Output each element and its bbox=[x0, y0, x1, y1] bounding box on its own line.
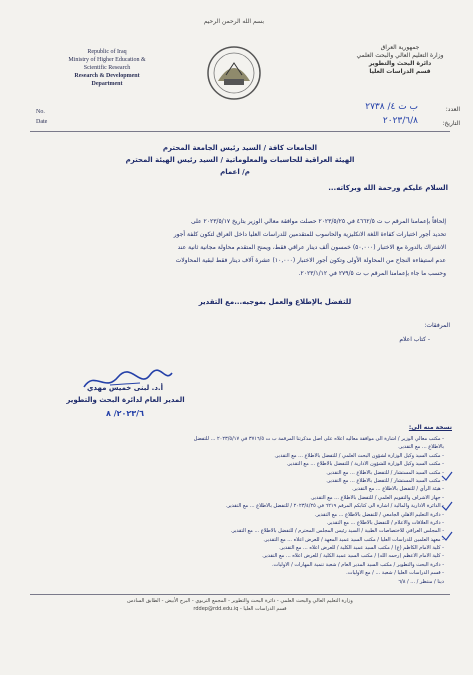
copy-item-15: - كلية الامام الاعظم (رحمه الله) / مكتب السيد عميد الكلية / للعرض اعلاه ... مع التقدير. bbox=[262, 553, 444, 560]
copy-item-14: - كلية الامام الكاظم (ع) / مكتب السيد عميد الكلية / للعرض اعلاه ... مع التقدير. bbox=[279, 545, 444, 552]
english-header-line-2: Ministry of Higher Education & bbox=[68, 57, 146, 63]
date-label: Date bbox=[36, 119, 48, 125]
ref-label: العدد: bbox=[445, 106, 460, 113]
copy-item-7: - هيئة الرأي / للتفضل بالاطلاع ... مع التقدير. bbox=[352, 486, 444, 493]
copy-item-9: - الدائرة الادارية والمالية / اشارة الى كتابكم المرقم ٦٢١٩ في ٢٠٢٣/٤/٢٥ / للتفضل بالاطلاع ... مع التقدير. bbox=[225, 503, 444, 510]
date-label-arabic: التاريخ: bbox=[442, 120, 460, 127]
arabic-header-line-4: قسم الدراسات العليا bbox=[369, 68, 431, 75]
ref-number: ب ت ٤/ ٢٧٣٨ bbox=[365, 102, 418, 112]
copy-item-18: دينا / منتظر / ... / ٦/٨ bbox=[398, 578, 444, 585]
body-paragraph bbox=[34, 218, 446, 283]
body-line-4: عدم استيفاءه النجاح من المحاولة الأولى وتكون أجور الاختبار (١٠,٠٠٠) عشرة آلاف دينار فقط لبقية المحاولات bbox=[175, 257, 446, 264]
arabic-header-line-2: وزارة التعليم العالي والبحث العلمي bbox=[356, 52, 444, 59]
english-header-line-1: Republic of Iraq bbox=[87, 49, 127, 55]
copy-item-5: - مكتب السيد المستشار / للتفضل بالاطلاع ... مع التقدير. bbox=[326, 469, 444, 476]
arabic-header bbox=[340, 44, 460, 76]
signature-date: ٢٠٢٣/٦/ ٨ bbox=[106, 409, 144, 418]
english-header-line-3: Scientific Research bbox=[83, 65, 131, 71]
footer-line-1: وزارة التعليم العالي والبحث العلمي - دائرة البحث والتطوير - المجمع التربوي - البرج الأبيض - الطابق السادس bbox=[127, 598, 353, 604]
arabic-header-line-3: دائرة البحث والتطوير bbox=[368, 60, 432, 67]
copy-to-label: نسخة منه الى: bbox=[408, 424, 452, 431]
body-line-5: وحسب ما جاء بإعمامنا المرقم ب ت ٢٧٩/٥ في ٢٠٢٣/١/١٢. bbox=[298, 270, 446, 277]
attachments-item: - كتاب اعلام bbox=[399, 336, 430, 343]
handwritten-tick-marks-icon bbox=[440, 470, 454, 550]
subject: م/ اعمام bbox=[220, 168, 250, 176]
body-line-3: الاشتراك بالدورة مع الاختبار (٥٠,٠٠٠) خمسون ألف دينار عراقي فقط، ويمنح المتقدم محاولة مجانية ثانية عند bbox=[177, 244, 446, 251]
basmala: بسم الله الرحمن الرحيم bbox=[203, 18, 264, 25]
signatory-name: أ.د. لبنى خميس مهدي bbox=[87, 384, 163, 392]
copy-item-16: - دائرة البحث والتطوير / مكتب السيد المدير العام / شعبة تنمية المهارات / الاوليات. bbox=[271, 561, 444, 568]
english-header-line-4: Research & Development bbox=[74, 73, 140, 79]
body-line-1: إلحاقاً بإعمامنا المرقم ب ت ٤٦٦٢/٥ في ٢٠٢٣/٥/٢٥ حصلت موافقة معالي الوزير بتاريخ ٢٠٢٣/٥/١٧ على bbox=[191, 218, 446, 225]
english-header bbox=[52, 48, 162, 88]
attachments-label: المرفقات: bbox=[424, 322, 450, 329]
body-line-2: تحديد أجور اختبارات كفاءة اللغة الانكليزية والحاسوب للمتقدمين للدراسات العليا داخل العراق لتكون كلفة أجور bbox=[173, 231, 446, 238]
addressee-2: الهيئة العراقية للحاسبات والمعلوماتية / السيد رئيس الهيئة المحترم bbox=[125, 156, 355, 164]
addressee-1: الجامعات كافة / السيد رئيس الجامعة المحترم bbox=[162, 144, 318, 152]
footer-line-2: قسم الدراسات العليا - rddep@rdd.edu.iq bbox=[193, 606, 287, 612]
copy-to-list bbox=[34, 436, 444, 587]
copy-item-3: - مكتب السيد وكيل الوزارة لشؤون البحث العلمي / للتفضل بالاطلاع ... مع التقدير. bbox=[274, 452, 444, 459]
date-value: ٢٠٢٣/٦/٨ bbox=[382, 116, 418, 126]
signatory-title: المدير العام لدائرة البحث والتطوير bbox=[66, 396, 185, 404]
copy-item-12: - المجلس العراقي للاختصاصات الطبية / السيد رئيس المجلس المحترم / للتفضل بالاطلاع ... مع التقدير. bbox=[230, 528, 444, 535]
copy-item-11: - دائرة العلاقات والاعلام / للتفضل بالاطلاع ... مع التقدير. bbox=[326, 519, 444, 526]
copy-item-2: بالاطلاع ... مع التقدير. bbox=[398, 444, 444, 451]
copy-item-17: - قسم الدراسات العليا / شعبة ... / مع الاوليات. bbox=[346, 570, 444, 577]
copy-item-13: - معهد العلمين للدراسات العليا / مكتب السيد عميد المعهد / للعرض اعلاه ... مع التقدير. bbox=[263, 536, 444, 543]
copy-item-1: - مكتب معالي الوزير / اشارة الى موافقة معاليه اعلاه على اصل مذكرتنا المرقمة ب ت ٣٧١٦/٥ في ٢٠٢٣/٥/١٧ ... للتفضل bbox=[193, 436, 444, 442]
copy-item-4: - مكتب السيد وكيل الوزارة للشؤون الادارية / للتفضل بالاطلاع ... مع التقدير. bbox=[286, 461, 444, 468]
greeting: السلام عليكم ورحمة الله وبركاته... bbox=[328, 184, 448, 192]
no-label: No. bbox=[36, 109, 45, 115]
english-header-line-5: Department bbox=[91, 81, 123, 87]
ministry-logo-icon bbox=[206, 45, 262, 101]
closing-line: للتفضل بالإطلاع والعمل بموجبه...مع التقدير bbox=[198, 298, 352, 306]
copy-item-10: - دائرة التعليم الاهلي الجامعي / للتفضل بالاطلاع ... مع التقدير. bbox=[314, 511, 444, 518]
footer-divider bbox=[30, 594, 450, 595]
copy-item-6: - مكتب السيد المستشار / للتفضل بالاطلاع ... مع التقدير. bbox=[326, 477, 444, 484]
copy-item-8: - جهاز الاشراف والتقويم العلمي / للتفضل بالاطلاع ... مع التقدير. bbox=[310, 494, 444, 501]
arabic-header-line-1: جمهورية العراق bbox=[380, 44, 420, 51]
header-divider bbox=[30, 131, 450, 132]
